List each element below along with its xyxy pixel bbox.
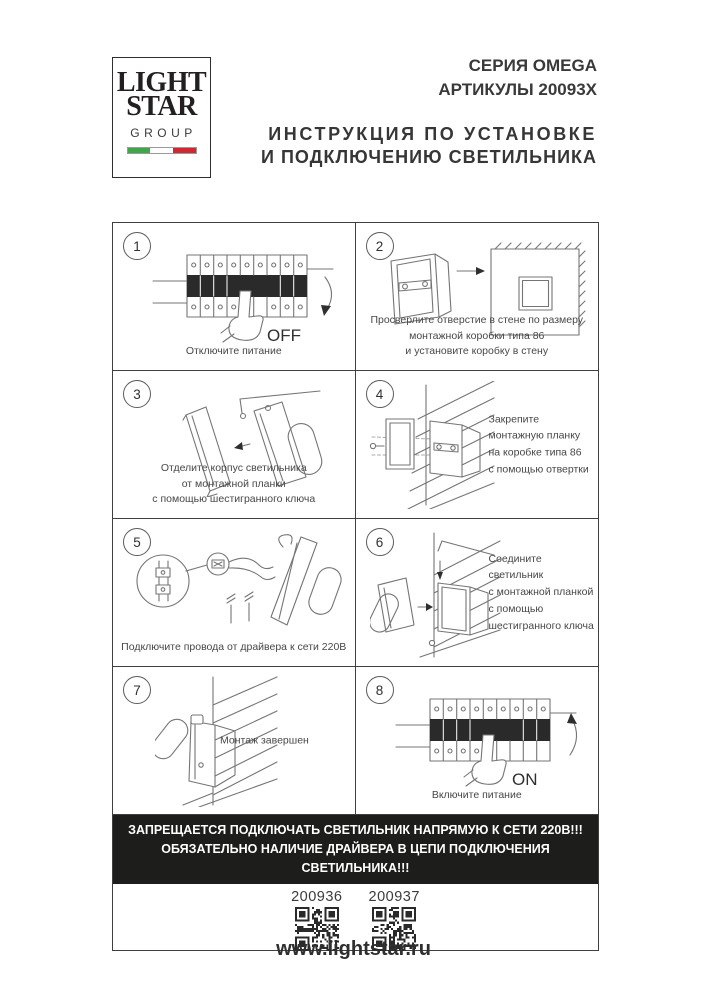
step-5-number: 5 — [123, 528, 151, 556]
step-5-caption: Подключите провода от драйвера к сети 220В — [121, 640, 347, 653]
step-8-caption: Включите питание — [431, 788, 522, 801]
step-cell-4 — [356, 371, 599, 519]
step-6-number: 6 — [366, 528, 394, 556]
logo-text-group: GROUP — [130, 126, 197, 140]
attach-lamp-to-plate-illustration — [370, 531, 502, 659]
website-url: www.lightstar.ru — [276, 938, 431, 960]
step-cell-6 — [356, 519, 599, 667]
steps-grid — [113, 223, 598, 815]
series-name: СЕРИЯ OMEGA — [468, 56, 597, 75]
title-line-2: И ПОДКЛЮЧЕНИЮ СВЕТИЛЬНИКА — [261, 146, 597, 167]
header-text-block — [261, 54, 597, 169]
step-cell-7 — [113, 667, 356, 815]
lamp-head — [306, 564, 345, 617]
pointing-hand — [471, 735, 505, 784]
connect-wires-illustration — [135, 533, 345, 629]
step-4-caption: Закрепите монтажную планку на коробке типа 86 с помощью отвертки — [488, 412, 589, 476]
flag-white — [150, 148, 173, 153]
step-7-number: 7 — [123, 676, 151, 704]
pointing-hand — [229, 291, 263, 340]
logo-text-star: STAR — [126, 91, 197, 122]
lightstar-logo — [112, 57, 211, 178]
step-4-number: 4 — [366, 380, 394, 408]
flag-green — [128, 148, 151, 153]
step-1-caption: Отключите питание — [185, 344, 282, 357]
on-label: ON — [511, 770, 537, 789]
step-8-number: 8 — [366, 676, 394, 704]
articles-line: АРТИКУЛЫ 20093X — [438, 79, 597, 99]
step-1-number: 1 — [123, 232, 151, 260]
fix-plate-to-box-illustration — [368, 381, 496, 509]
flag-red — [173, 148, 196, 153]
arrow-up-icon — [567, 713, 577, 724]
warning-line-1: ЗАПРЕЩАЕТСЯ ПОДКЛЮЧАТЬ СВЕТИЛЬНИК НАПРЯМУЮ К СЕТИ 220В!!! — [128, 823, 583, 837]
warning-line-2: ОБЯЗАТЕЛЬНО НАЛИЧИЕ ДРАЙВЕРА В ЦЕПИ ПОДКЛЮЧЕНИЯ СВЕТИЛЬНИКА!!! — [161, 841, 550, 875]
step-cell-8 — [356, 667, 599, 815]
lamp-head — [155, 715, 192, 763]
arrow-right-icon — [426, 603, 433, 611]
hex-key — [240, 391, 320, 413]
magnifier-circle — [137, 555, 189, 607]
arrow-left-icon — [234, 442, 243, 450]
logo-text-light: LIGHT — [116, 67, 207, 98]
breaker-panel-on-illustration — [388, 685, 593, 793]
breaker-panel-off-illustration — [145, 241, 350, 349]
steps-table — [112, 222, 599, 951]
arrow-right-icon — [476, 267, 485, 275]
arrow-down-icon — [437, 572, 443, 580]
document-title — [261, 123, 597, 169]
italian-flag-strip — [127, 147, 197, 154]
off-label: OFF — [267, 326, 301, 345]
arrow-down-icon — [321, 305, 331, 316]
step-cell-1 — [113, 223, 356, 371]
step-3-number: 3 — [123, 380, 151, 408]
step-3-caption: Отделите корпус светильника от монтажной планки с помощью шестигранного ключа — [152, 462, 316, 505]
step-cell-5 — [113, 519, 356, 667]
step-6-caption: Соедините светильник с монтажной планкой с помощью шестигранного ключа — [488, 552, 594, 632]
article-number: 200937 — [368, 889, 420, 906]
step-cell-3 — [113, 371, 356, 519]
article-number: 200936 — [291, 889, 343, 906]
step-2-number: 2 — [366, 232, 394, 260]
step-cell-2 — [356, 223, 599, 371]
step-2-caption: Просверлите отверстие в стене по размеру монтажной коробки типа 86 и установите коробку в стену — [370, 314, 584, 357]
warning-banner — [113, 815, 598, 884]
title-line-1: ИНСТРУКЦИЯ ПО УСТАНОВКЕ — [268, 123, 597, 144]
step-7-caption: Монтаж завершен — [220, 734, 309, 747]
